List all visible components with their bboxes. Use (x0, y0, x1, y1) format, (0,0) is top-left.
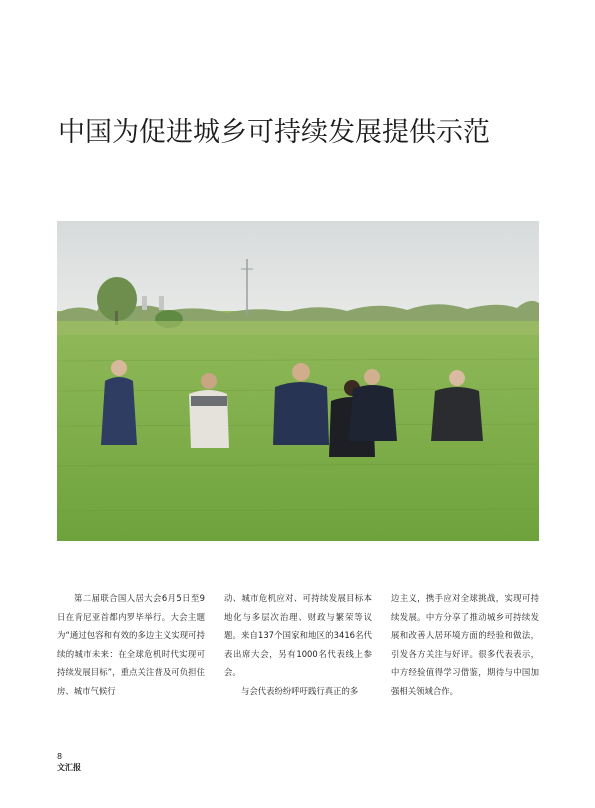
paragraph: 与会代表纷纷呼吁践行真正的多 (241, 685, 359, 696)
paragraph: 动、城市危机应对、可持续发展目标本地化与多层次治理、财政与繁荣等议题。来自137个国家和地区的3416名代表出席大会，另有1000名代表线上参会。 (224, 593, 372, 677)
paragraph: 边主义，携手应对全球挑战，实现可持续发展。中方分享了推动城乡可持续发展和改善人居环境方面的经验和做法，引发各方关注与好评。很多代表表示，中方经验值得学习借鉴，期待与中国加强相关领域合作。 (391, 593, 539, 696)
text-column-3 (391, 589, 539, 700)
paragraph: 第二届联合国人居大会6月5日至9日在肯尼亚首都内罗毕举行。大会主题为“通过包容和有效的多边主义实现可持续的城市未来：在全球危机时代实现可持续发展目标”，重点关注普及可负担住房、城市气候行 (57, 593, 205, 696)
publication-logo: 文汇报 (57, 763, 81, 772)
page-number: 8 (57, 752, 63, 761)
text-column-1 (57, 589, 205, 700)
text-column-2 (224, 589, 372, 700)
article-photo (57, 221, 539, 541)
article-title: 中国为促进城乡可持续发展提供示范 (58, 117, 490, 148)
